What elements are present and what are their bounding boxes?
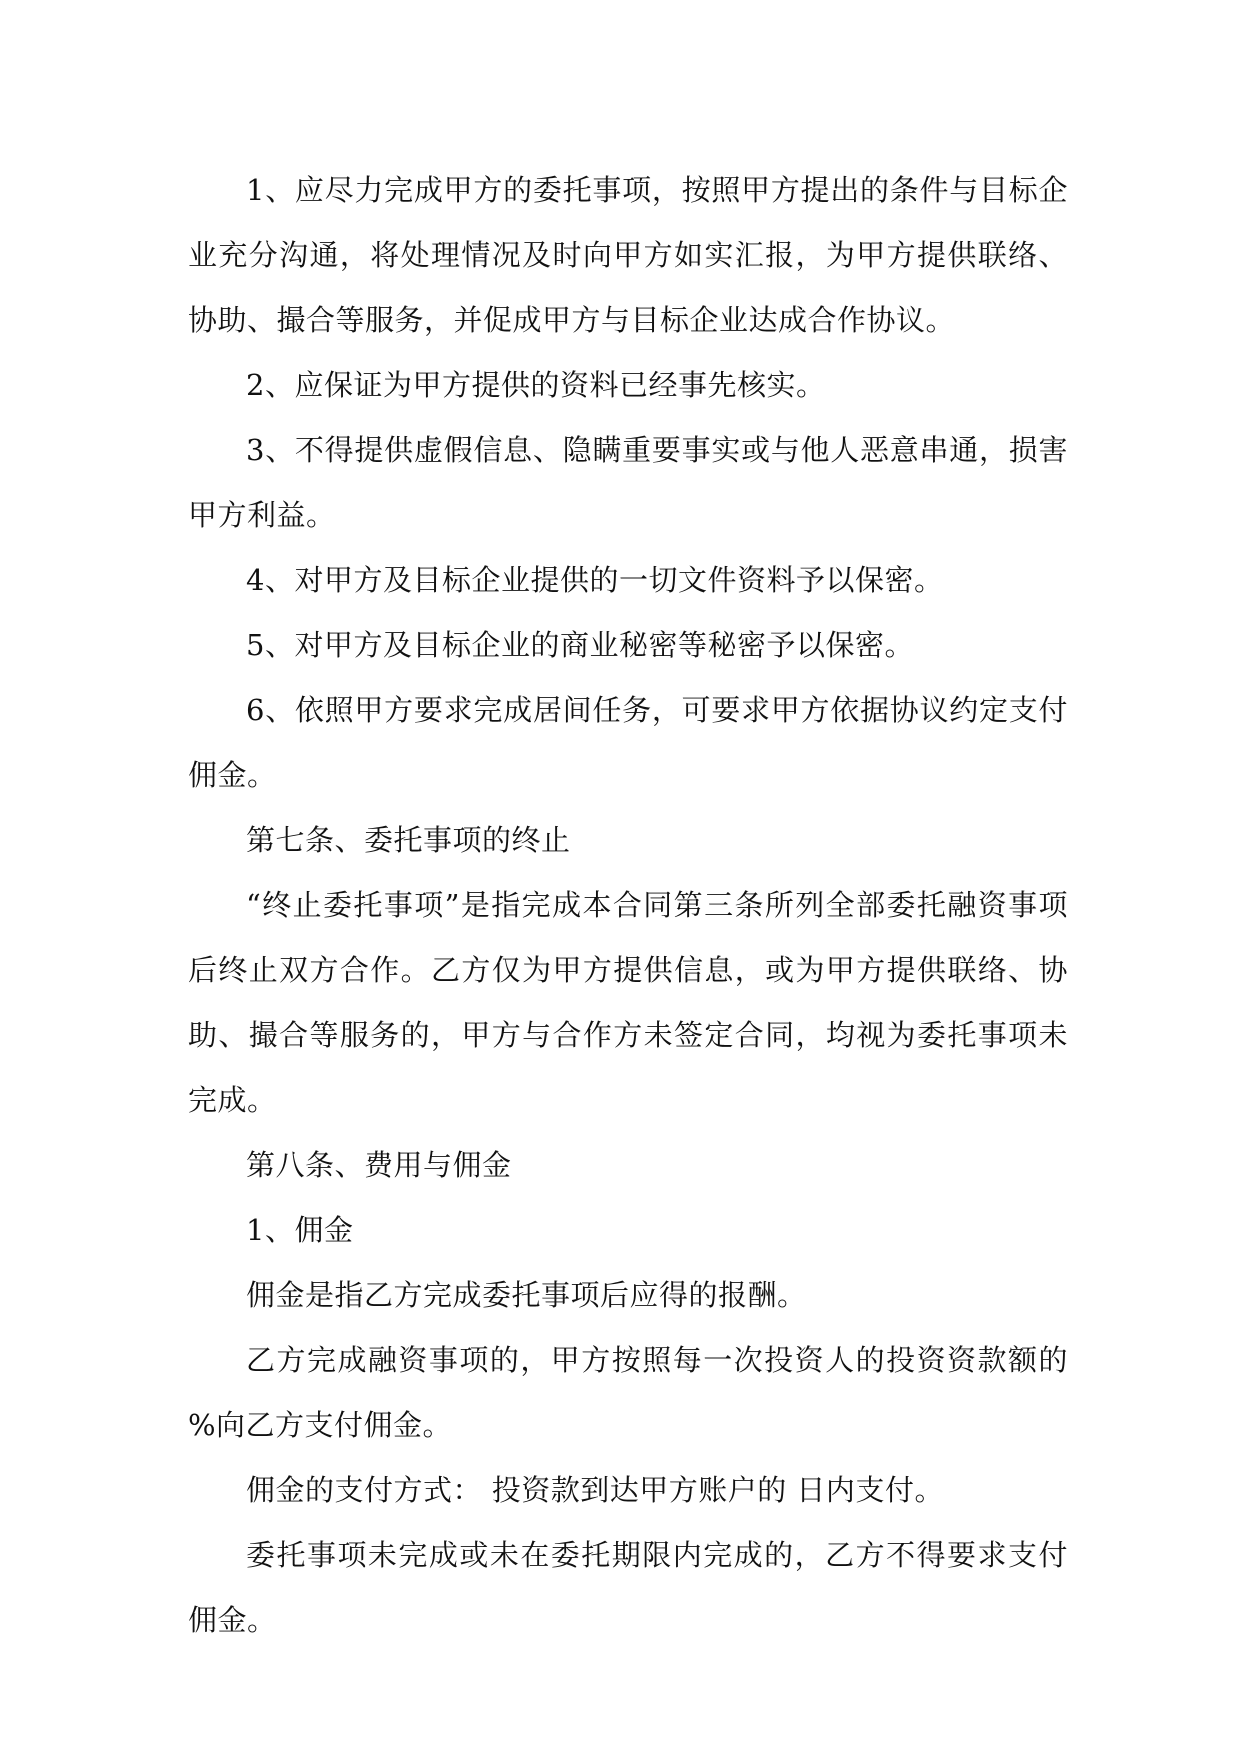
article-8-heading: 第八条、费用与佣金: [246, 1148, 512, 1182]
commission-condition: 委托事项未完成或未在委托期限内完成的，乙方不得要求支付佣金。: [188, 1538, 1068, 1637]
duty-item-4: 4、对甲方及目标企业提供的一切文件资料予以保密。: [246, 563, 944, 597]
commission-rate: 乙方完成融资事项的，甲方按照每一次投资人的投资资款额的 %向乙方支付佣金。: [188, 1343, 1068, 1442]
duty-item-5: 5、对甲方及目标企业的商业秘密等秘密予以保密。: [246, 628, 914, 662]
duty-item-2: 2、应保证为甲方提供的资料已经事先核实。: [246, 368, 826, 402]
commission-definition: 佣金是指乙方完成委托事项后应得的报酬。: [246, 1278, 807, 1312]
commission-subheading: 1、佣金: [246, 1213, 354, 1247]
article-7-body: “终止委托事项”是指完成本合同第三条所列全部委托融资事项后终止双方合作。乙方仅为甲方提供信息，或为甲方提供联络、协助、撮合等服务的，甲方与合作方未签定合同，均视为委托事项未完成。: [188, 888, 1068, 1117]
commission-payment-method: 佣金的支付方式： 投资款到达甲方账户的 日内支付。: [246, 1473, 944, 1507]
duty-item-6: 6、依照甲方要求完成居间任务，可要求甲方依据协议约定支付佣金。: [188, 693, 1068, 792]
article-7-heading: 第七条、委托事项的终止: [246, 823, 571, 857]
duty-item-3: 3、不得提供虚假信息、隐瞒重要事实或与他人恶意串通，损害甲方利益。: [188, 433, 1068, 532]
duty-item-1: 1、应尽力完成甲方的委托事项，按照甲方提出的条件与目标企业充分沟通，将处理情况及时向甲方如实汇报，为甲方提供联络、协助、撮合等服务，并促成甲方与目标企业达成合作协议。: [188, 173, 1068, 337]
document-body: [188, 158, 1068, 1653]
